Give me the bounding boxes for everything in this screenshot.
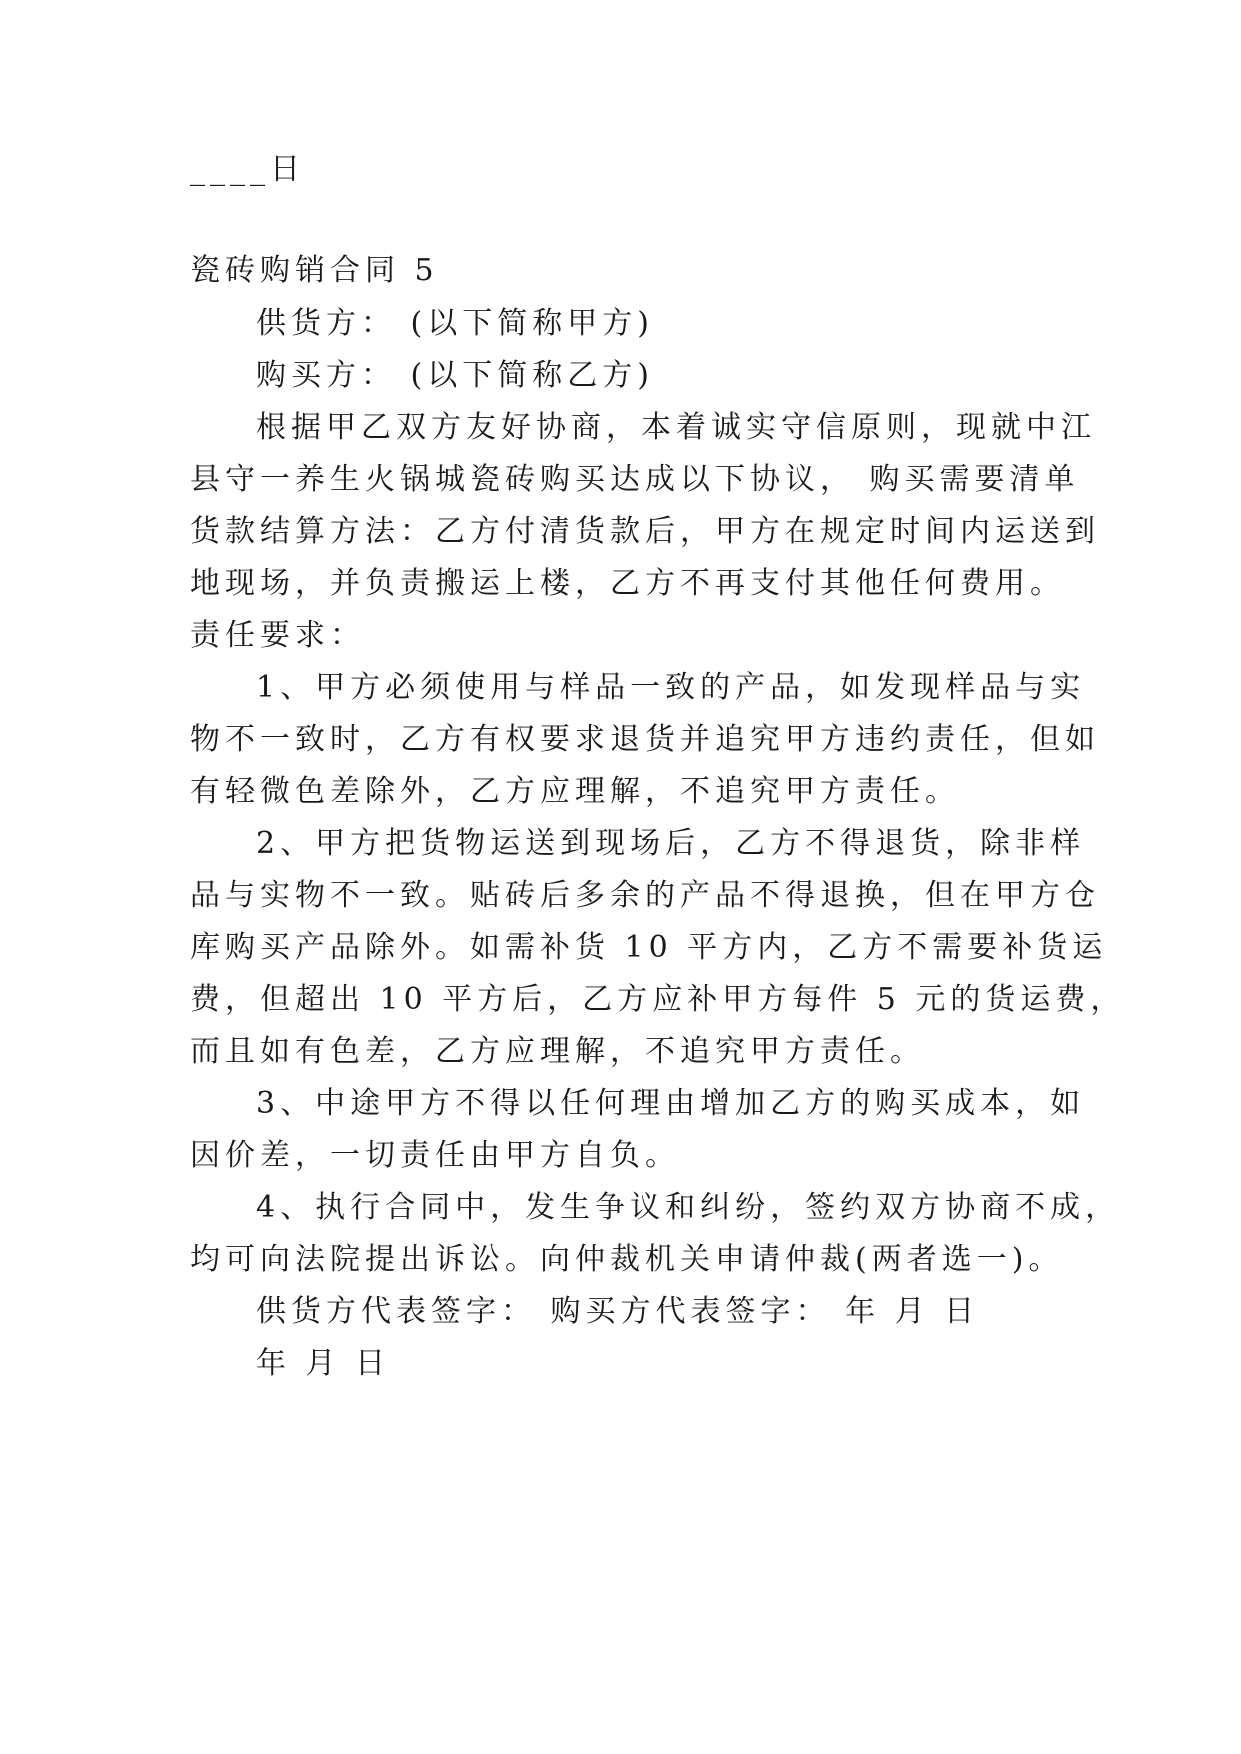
intro-line: 县守一养生火锅城瓷砖购买达成以下协议， 购买需要清单 bbox=[190, 462, 1080, 497]
clause-1-line: 物不一致时，乙方有权要求退货并追究甲方违约责任，但如 bbox=[190, 722, 1100, 757]
supplier-line: 供货方： (以下简称甲方) bbox=[256, 306, 654, 341]
signature-line: 供货方代表签字： 购买方代表签字： 年 月 日 bbox=[256, 1294, 980, 1329]
clause-4-line: 均可向法院提出诉讼。向仲裁机关申请仲裁(两者选一)。 bbox=[190, 1242, 1064, 1277]
contract-title: 瓷砖购销合同 5 bbox=[190, 253, 439, 288]
clause-3-line: 3、中途甲方不得以任何理由增加乙方的购买成本，如 bbox=[256, 1086, 1086, 1121]
clause-4-line: 4、执行合同中，发生争议和纠纷，签约双方协商不成， bbox=[256, 1190, 1121, 1225]
responsibility-heading: 责任要求： bbox=[190, 618, 365, 653]
clause-3-line: 因价差，一切责任由甲方自负。 bbox=[190, 1138, 680, 1173]
intro-line: 货款结算方法：乙方付清货款后，甲方在规定时间内运送到 bbox=[190, 514, 1100, 549]
clause-2-line: 2、甲方把货物运送到现场后，乙方不得退货，除非样 bbox=[256, 826, 1086, 861]
intro-line: 地现场，并负责搬运上楼，乙方不再支付其他任何费用。 bbox=[190, 566, 1065, 601]
clause-1-line: 有轻微色差除外，乙方应理解，不追究甲方责任。 bbox=[190, 774, 960, 809]
intro-line: 根据甲乙双方友好协商，本着诚实守信原则，现就中江 bbox=[256, 410, 1096, 445]
clause-2-line: 品与实物不一致。贴砖后多余的产品不得退换，但在甲方仓 bbox=[190, 878, 1100, 913]
date-line: ____日 bbox=[190, 152, 305, 187]
clause-1-line: 1、甲方必须使用与样品一致的产品，如发现样品与实 bbox=[256, 670, 1086, 705]
buyer-line: 购买方： (以下简称乙方) bbox=[256, 358, 654, 393]
clause-2-line: 费，但超出 10 平方后，乙方应补甲方每件 5 元的货运费， bbox=[190, 982, 1126, 1017]
clause-2-line: 而且如有色差，乙方应理解，不追究甲方责任。 bbox=[190, 1034, 925, 1069]
signature-date: 年 月 日 bbox=[256, 1346, 391, 1381]
clause-2-line: 库购买产品除外。如需补货 10 平方内，乙方不需要补货运 bbox=[190, 930, 1108, 965]
